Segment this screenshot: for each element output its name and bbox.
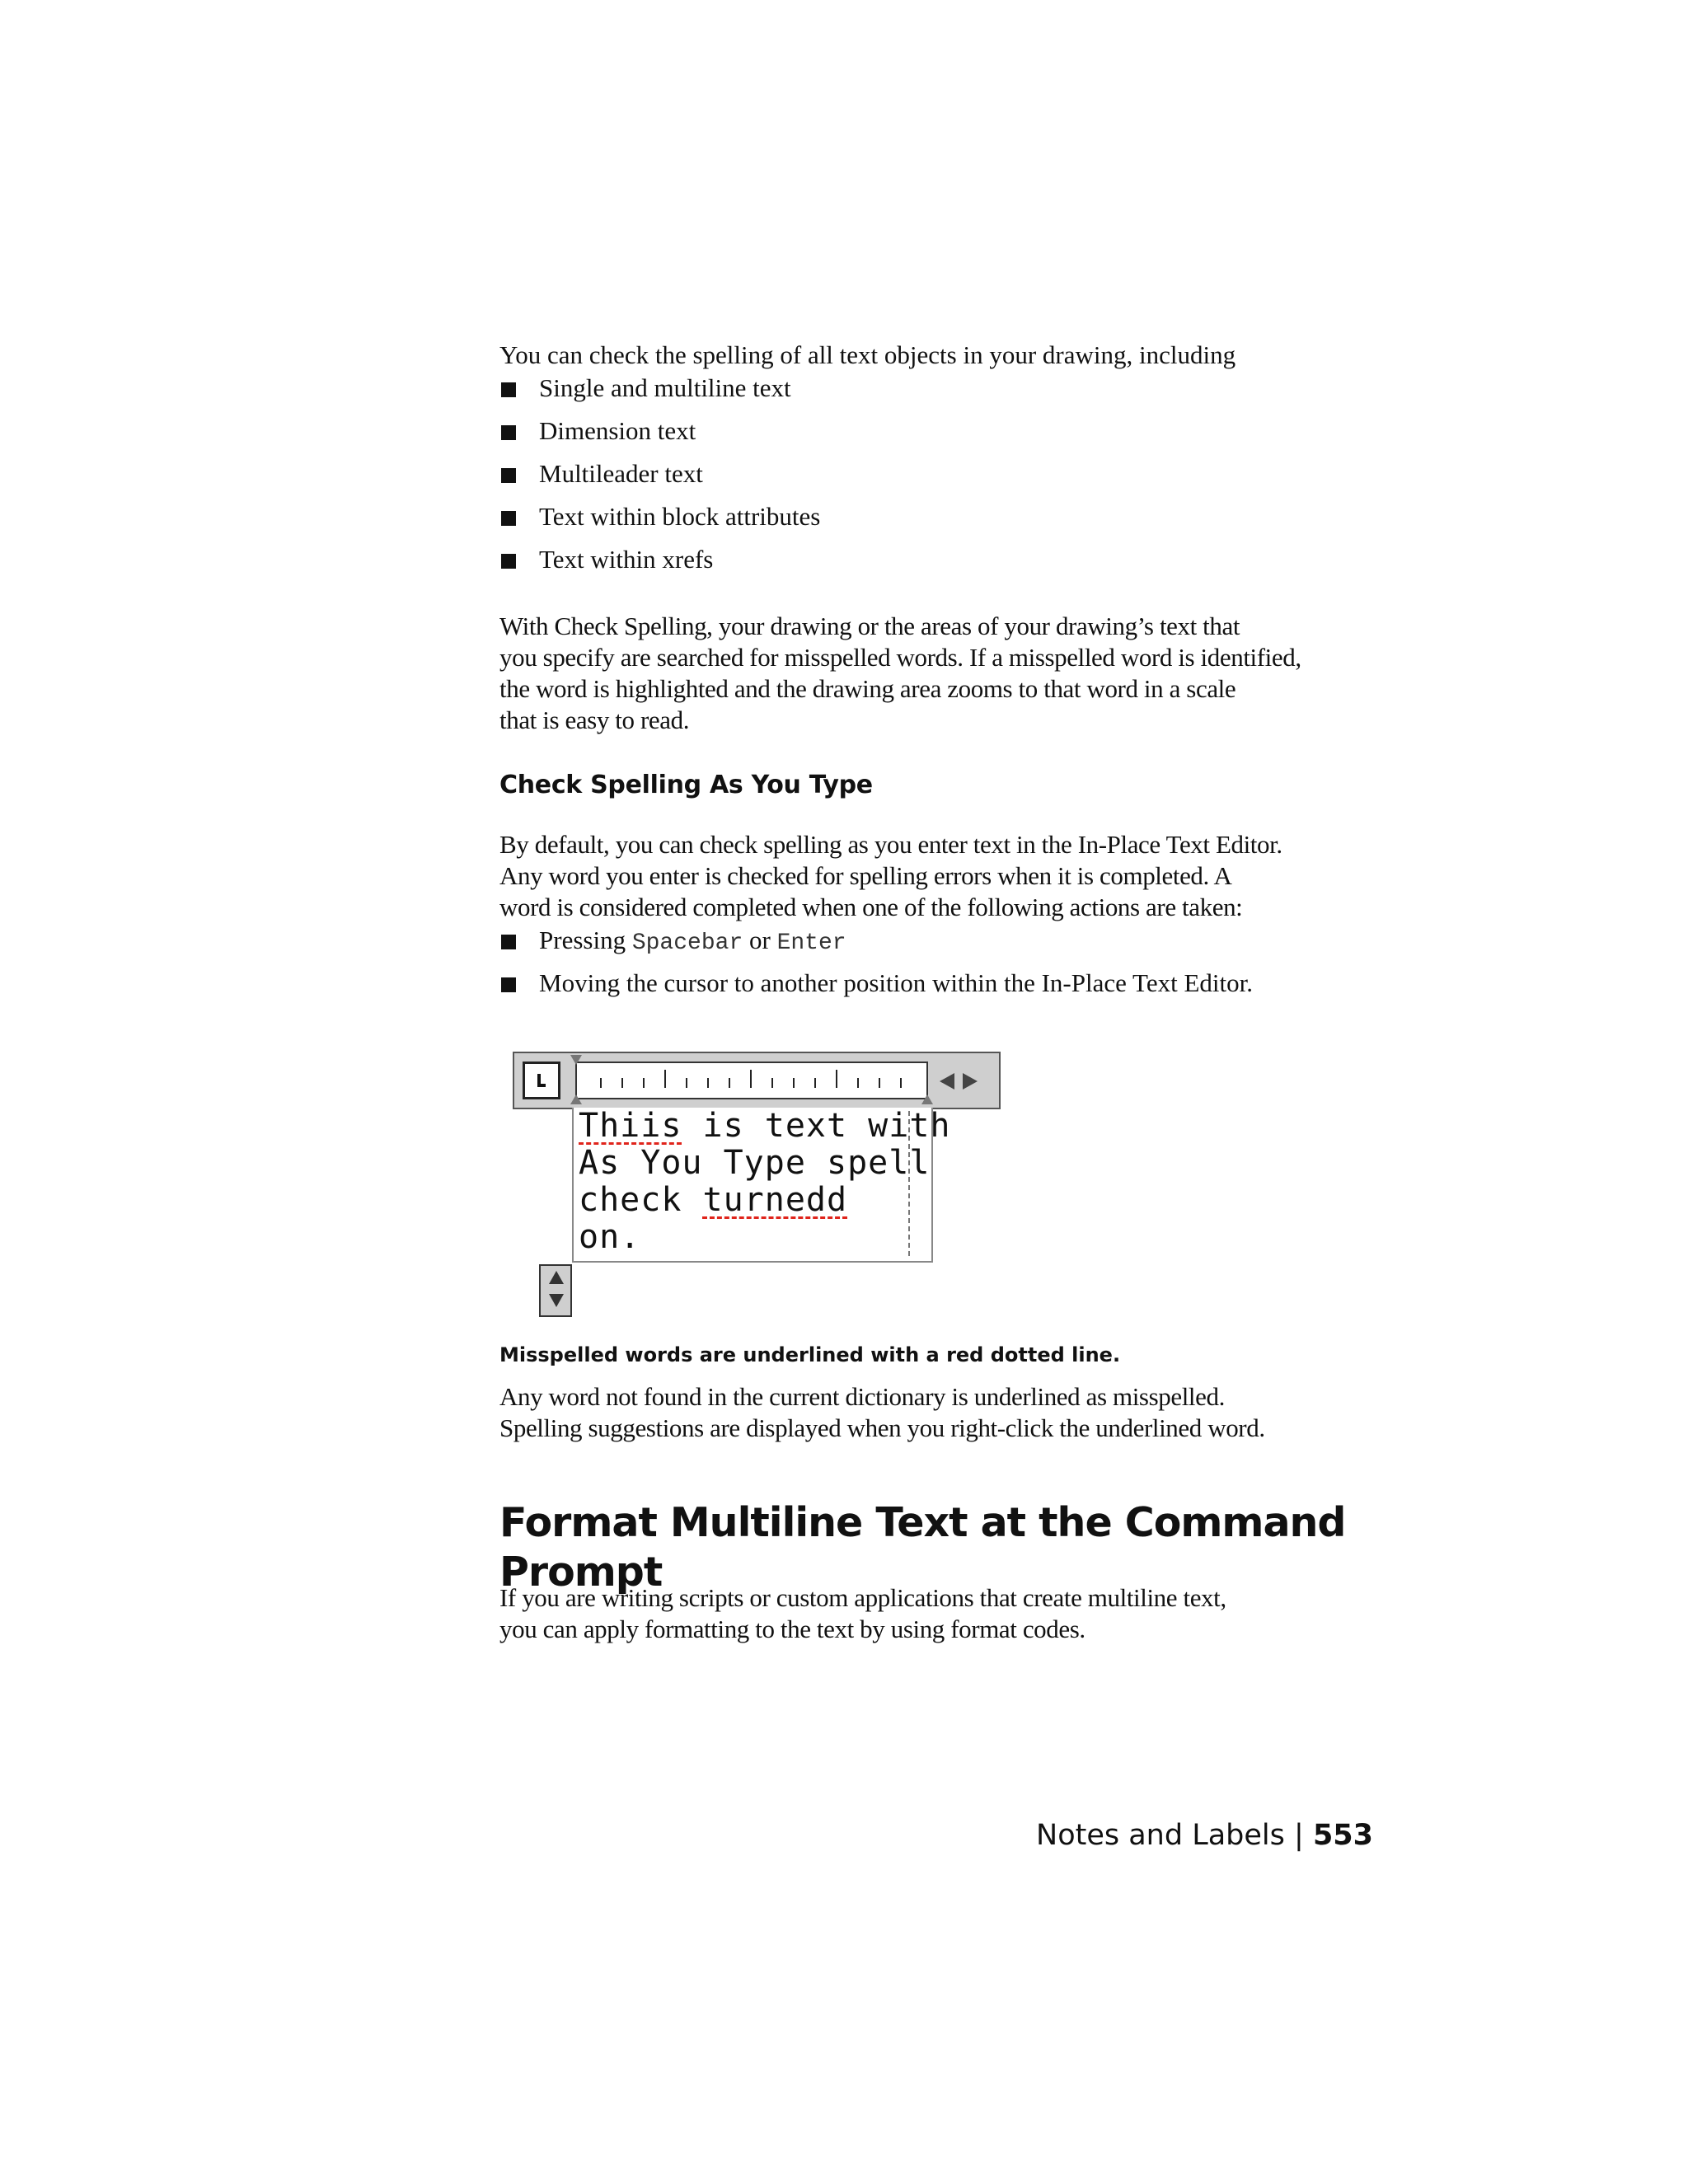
bullet-icon <box>501 977 516 992</box>
arrow-down-icon <box>549 1294 564 1307</box>
editor-line: Thiis is text with <box>579 1107 951 1145</box>
bullet-icon <box>501 468 516 483</box>
ruler-tick <box>900 1078 902 1088</box>
editor-ruler-bar <box>513 1052 1001 1109</box>
footer-section: Notes and Labels <box>1036 1819 1285 1852</box>
ruler-tick <box>686 1078 687 1088</box>
bullet-icon <box>501 554 516 569</box>
editor-line: on. <box>579 1218 641 1256</box>
tab-type-button[interactable] <box>523 1062 560 1099</box>
list-item: Text within xrefs <box>499 544 1373 587</box>
ruler-tick <box>621 1078 623 1088</box>
section-title: Format Multiline Text at the Command Prompt <box>499 1499 1346 1596</box>
editor-text-area[interactable] <box>572 1107 951 1263</box>
list-item: Text within block attributes <box>499 501 1373 544</box>
page-footer <box>1036 1817 1373 1854</box>
bullet-icon <box>501 935 516 949</box>
height-scroll-control[interactable] <box>539 1264 572 1317</box>
width-arrows[interactable] <box>940 1070 989 1093</box>
ruler-tick <box>793 1078 795 1088</box>
ruler-tick <box>707 1078 709 1088</box>
ruler-tick <box>771 1078 773 1088</box>
page-number: 553 <box>1312 1819 1373 1852</box>
misspelled-word[interactable]: Thiis <box>579 1107 682 1145</box>
figure-caption: Misspelled words are underlined with a red dotted line. <box>499 1343 1121 1366</box>
section-heading: Check Spelling As You Type <box>499 771 873 799</box>
list-item: Moving the cursor to another position within the In-Place Text Editor. <box>499 968 1373 1010</box>
completion-actions-list <box>499 925 1373 1010</box>
in-place-text-editor-figure <box>513 1052 1004 1320</box>
ruler-tick <box>729 1078 730 1088</box>
ruler-tick <box>643 1078 645 1088</box>
arrow-up-icon <box>549 1271 564 1284</box>
arrow-left-icon <box>940 1073 954 1090</box>
key-name: Enter <box>776 930 846 956</box>
bullet-icon <box>501 425 516 440</box>
list-item: Multileader text <box>499 458 1373 501</box>
paragraph-indent-marker[interactable] <box>570 1094 582 1104</box>
default-spelling-paragraph: By default, you can check spelling as you enter text in the In-Place Text Editor. Any word you enter is checked for spelling errors when it is completed. A word is considered completed when one of the following actions are taken: <box>499 830 1282 921</box>
check-spelling-paragraph: With Check Spelling, your drawing or the areas of your drawing’s text that you specify are searched for misspelled words. If a misspelled word is identified, the word is highlighted and the drawing area zooms to that word in a scale that is easy to read. <box>499 612 1301 734</box>
arrow-right-icon <box>963 1073 978 1090</box>
ruler[interactable] <box>575 1062 928 1099</box>
right-margin-marker[interactable] <box>921 1094 933 1104</box>
bullet-icon <box>501 382 516 397</box>
scripts-paragraph: If you are writing scripts or custom applications that create multiline text, you can apply formatting to the text by using format codes. <box>499 1583 1226 1643</box>
dictionary-paragraph: Any word not found in the current dictionary is underlined as misspelled. Spelling suggestions are displayed when you right-click the underlined word. <box>499 1382 1265 1442</box>
ruler-tick <box>600 1078 602 1088</box>
text-object-list <box>499 373 1373 587</box>
bullet-icon <box>501 511 516 526</box>
list-item: Dimension text <box>499 415 1373 458</box>
list-item: Pressing Spacebar or Enter <box>499 925 1373 968</box>
misspelled-word[interactable]: turnedd <box>702 1181 848 1219</box>
ruler-tick <box>857 1078 859 1088</box>
editor-line: As You Type spell <box>579 1144 931 1182</box>
ruler-tick <box>814 1078 816 1088</box>
list-item: Single and multiline text <box>499 373 1373 415</box>
editor-line: check turnedd <box>579 1181 848 1219</box>
ruler-tick <box>664 1070 666 1088</box>
left-tab-icon <box>537 1074 546 1087</box>
first-line-indent-marker[interactable] <box>570 1055 582 1065</box>
ruler-tick <box>879 1078 880 1088</box>
ruler-tick <box>750 1070 752 1088</box>
key-name: Spacebar <box>631 930 743 956</box>
footer-separator: | <box>1294 1819 1304 1852</box>
ruler-tick <box>836 1070 837 1088</box>
intro-paragraph: You can check the spelling of all text objects in your drawing, including <box>499 340 1236 369</box>
